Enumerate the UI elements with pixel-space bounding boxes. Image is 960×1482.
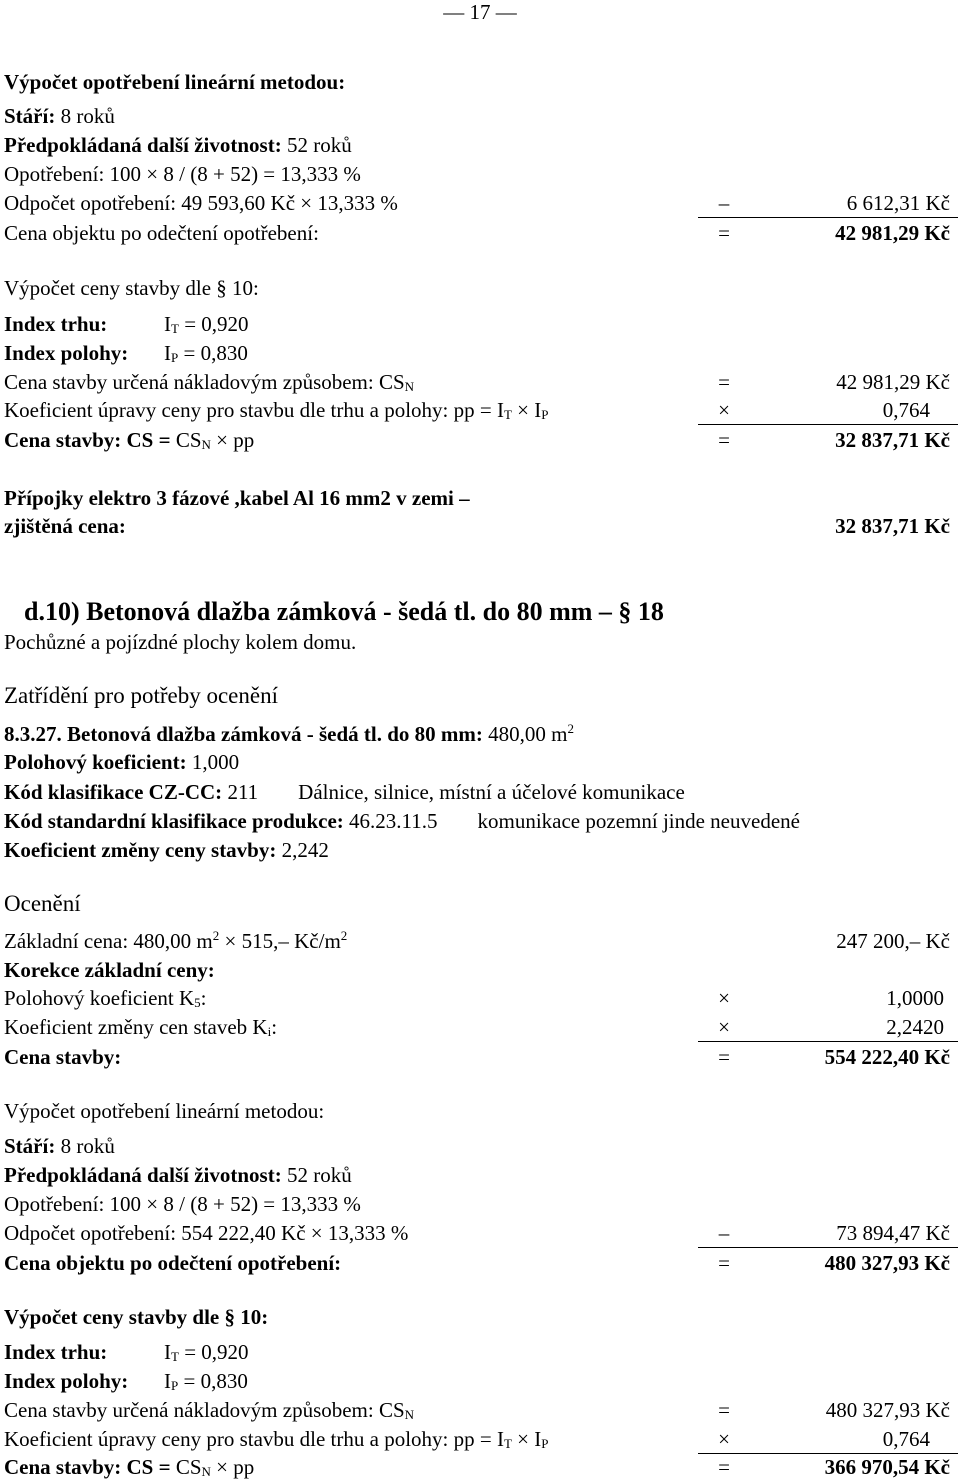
sec3-wear: Opotřebení: 100 × 8 / (8 + 52) = 13,333 % xyxy=(4,1192,361,1216)
sec4-price: Cena stavby: CS = $CS_N$ × pp xyxy=(4,1455,255,1479)
sum-rule xyxy=(698,424,958,425)
sec1-deduction: Odpočet opotřebení: 49 593,60 Kč × 13,333 % xyxy=(4,191,398,215)
sec3-deduction-op: – xyxy=(718,1221,730,1245)
sec1-after-label: Cena objektu po odečtení opotřebení: xyxy=(4,221,319,245)
val-price-label: Cena stavby: xyxy=(4,1045,122,1069)
conn-value: 32 837,71 Kč xyxy=(835,514,950,538)
sum-rule xyxy=(698,1247,958,1248)
sec4-coef-value: 0,764 xyxy=(882,1427,930,1451)
item-class-heading: Zatřídění pro potřeby ocenění xyxy=(4,683,278,708)
val-ki-value: 2,2420 xyxy=(886,1015,944,1039)
item-loc-coef: Polohový koeficient: 1,000 xyxy=(4,750,240,774)
val-corr-heading: Korekce základní ceny: xyxy=(4,958,215,982)
sec4-price-value: 366 970,54 Kč xyxy=(824,1455,950,1479)
sec3-after-label: Cena objektu po odečtení opotřebení: xyxy=(4,1251,342,1275)
sec1-deduction-op: – xyxy=(718,191,730,215)
sec2-cost-op: = xyxy=(718,370,730,394)
sec4-cost-value: 480 327,93 Kč xyxy=(825,1398,950,1422)
sec4-cost-op: = xyxy=(718,1398,730,1422)
sec2-heading: Výpočet ceny stavby dle § 10: xyxy=(4,276,259,300)
sec1-wear: Opotřebení: 100 × 8 / (8 + 52) = 13,333 % xyxy=(4,162,361,186)
sec2-price-op: = xyxy=(718,428,730,452)
sec1-after-op: = xyxy=(718,221,730,245)
sum-rule xyxy=(698,1041,958,1042)
val-heading: Ocenění xyxy=(4,891,81,916)
sec3-heading: Výpočet opotřebení lineární metodou: xyxy=(4,1099,325,1123)
val-base-value: 247 200,– Kč xyxy=(836,929,950,953)
val-ki-op: × xyxy=(718,1015,730,1039)
sec1-age: Stáří: 8 roků xyxy=(4,104,115,128)
sec4-heading: Výpočet ceny stavby dle § 10: xyxy=(4,1305,269,1329)
sec1-after-value: 42 981,29 Kč xyxy=(835,221,950,245)
item-cc: Kód klasifikace CZ-CC: 211 Dálnice, silnice, místní a účelové komunikace xyxy=(4,780,685,804)
page-header xyxy=(0,0,960,24)
sec2-coef-value: 0,764 xyxy=(882,398,930,422)
sec3-life: Předpokládaná další životnost: 52 roků xyxy=(4,1163,352,1187)
val-k5-value: 1,0000 xyxy=(886,986,944,1010)
sec4-coef-op: × xyxy=(718,1427,730,1451)
page-number-dash-right: — xyxy=(495,0,517,24)
sec4-market: Index trhu: $I_T = 0,920$ xyxy=(4,1340,249,1364)
sec4-location: Index polohy: $I_P = 0,830$ xyxy=(4,1369,248,1393)
sec2-cost: Cena stavby určená nákladovým způsobem: $CS_N$ xyxy=(4,370,415,394)
sec2-price-value: 32 837,71 Kč xyxy=(835,428,950,452)
sec2-cost-value: 42 981,29 Kč xyxy=(836,370,950,394)
sec1-heading: Výpočet opotřebení lineární metodou: xyxy=(4,70,346,94)
val-price-value: 554 222,40 Kč xyxy=(824,1045,950,1069)
sec1-deduction-value: 6 612,31 Kč xyxy=(846,191,950,215)
val-price-op: = xyxy=(718,1045,730,1069)
sec2-coef-op: × xyxy=(718,398,730,422)
sec3-after-value: 480 327,93 Kč xyxy=(824,1251,950,1275)
page-number: 17 xyxy=(469,0,491,24)
conn-line2: zjištěná cena: xyxy=(4,514,126,538)
val-k5: Polohový koeficient $K_5$: xyxy=(4,986,207,1010)
sum-rule xyxy=(698,1453,958,1454)
sec4-coef: Koeficient úpravy ceny pro stavbu dle trhu a polohy: pp = $I_T \times I_P$ xyxy=(4,1427,549,1451)
sec4-cost: Cena stavby určená nákladovým způsobem: $CS_N$ xyxy=(4,1398,415,1422)
val-k5-op: × xyxy=(718,986,730,1010)
item-prod: Kód standardní klasifikace produkce: 46.23.11.5 komunikace pozemní jinde neuvedené xyxy=(4,809,800,833)
page-number-dash-left: — xyxy=(443,0,465,24)
sec2-location: Index polohy: $I_P = 0,830$ xyxy=(4,341,248,365)
sec1-life: Předpokládaná další životnost: 52 roků xyxy=(4,133,352,157)
sec3-after-op: = xyxy=(718,1251,730,1275)
sec2-coef: Koeficient úpravy ceny pro stavbu dle trhu a polohy: pp = $I_T \times I_P$ xyxy=(4,398,549,422)
sec2-market: Index trhu: $I_T = 0,920$ xyxy=(4,312,249,336)
val-base: Základní cena: 480,00 $m^2 \times 515,-$ $Kč/m^2$ xyxy=(4,928,348,953)
item-code: 8.3.27. Betonová dlažba zámková - šedá tl. do 80 mm: 480,00 $m^2$ xyxy=(4,721,575,746)
sec3-deduction: Odpočet opotřebení: 554 222,40 Kč × 13,333 % xyxy=(4,1221,409,1245)
sec2-price: Cena stavby: CS = $CS_N$ × pp xyxy=(4,428,255,452)
val-ki: Koeficient změny cen staveb $K_i$: xyxy=(4,1015,278,1039)
sum-rule xyxy=(698,217,958,218)
item-title: d.10) Betonová dlažba zámková - šedá tl. do 80 mm – § 18 xyxy=(24,597,664,626)
item-desc: Pochůzné a pojízdné plochy kolem domu. xyxy=(4,630,357,654)
sec3-deduction-value: 73 894,47 Kč xyxy=(836,1221,950,1245)
sec4-price-op: = xyxy=(718,1455,730,1479)
item-change: Koeficient změny ceny stavby: 2,242 xyxy=(4,838,329,862)
sec3-age: Stáří: 8 roků xyxy=(4,1134,115,1158)
conn-line1: Přípojky elektro 3 fázové ,kabel Al 16 mm2 v zemi – xyxy=(4,486,470,510)
